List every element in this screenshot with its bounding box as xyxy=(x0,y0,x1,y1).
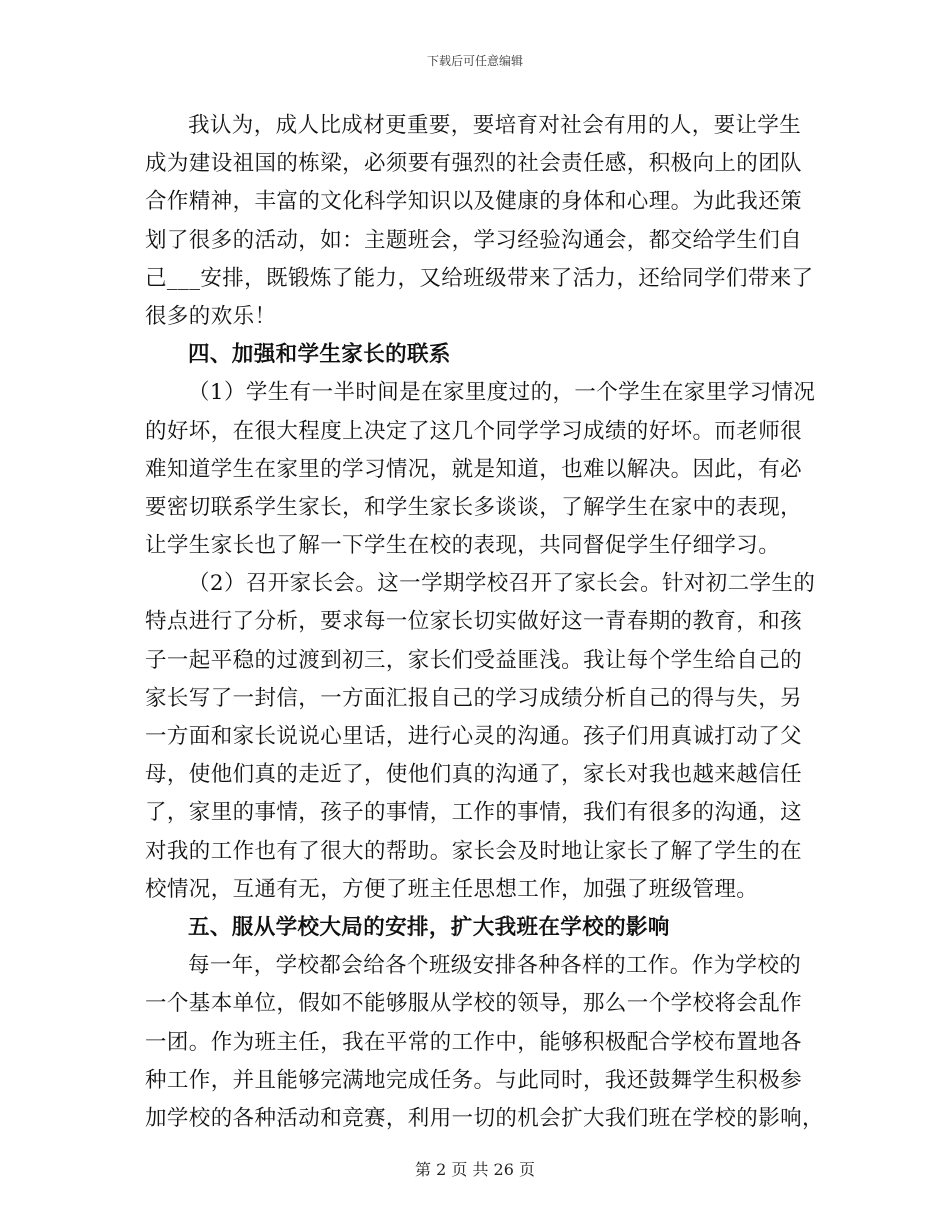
paragraph-line: 对我的工作也有了很大的帮助。家长会及时地让家长了解了学生的在 xyxy=(145,838,803,864)
paragraph-line: 一个基本单位，假如不能够服从学校的领导，那么一个学校将会乱作 xyxy=(145,991,803,1017)
paragraph-line: 己___安排，既锻炼了能力，又给班级带来了活力，还给同学们带来了 xyxy=(145,265,814,291)
document-body xyxy=(145,107,824,1138)
paragraph-line: 让学生家长也了解一下学生在校的表现，共同督促学生仔细学习。 xyxy=(145,533,781,559)
paragraph-line: 加学校的各种活动和竞赛，利用一切的机会扩大我们班在学校的影响， xyxy=(145,1105,824,1131)
paragraph-line: 校情况，互通有无，方便了班主任思想工作，加强了班级管理。 xyxy=(145,876,759,902)
paragraph-line: 的好坏，在很大程度上决定了这几个同学学习成绩的好坏。而老师很 xyxy=(145,418,803,444)
page-header: 下载后可任意编辑 xyxy=(426,54,523,68)
paragraph-line: 一团。作为班主任，我在平常的工作中，能够积极配合学校布置地各 xyxy=(145,1029,803,1055)
paragraph-line: 难知道学生在家里的学习情况，就是知道，也难以解决。因此，有必 xyxy=(145,456,803,482)
paragraph-line: 成为建设祖国的栋梁，必须要有强烈的社会责任感，积极向上的团队 xyxy=(145,151,803,177)
section-heading: 四、加强和学生家长的联系 xyxy=(188,342,451,368)
paragraph-line: 家长写了一封信，一方面汇报自己的学习成绩分析自己的得与失，另 xyxy=(145,685,803,711)
paragraph-line: 我认为，成人比成材更重要，要培育对社会有用的人，要让学生 xyxy=(188,113,802,138)
section-heading: 五、服从学校大局的安排，扩大我班在学校的影响 xyxy=(188,914,670,940)
paragraph-line: （1）学生有一半时间是在家里度过的，一个学生在家里学习情况 xyxy=(188,380,816,406)
paragraph-line: 要密切联系学生家长，和学生家长多谈谈，了解学生在家中的表现， xyxy=(145,494,803,520)
paragraph-line: 划了很多的活动，如：主题班会，学习经验沟通会，都交给学生们自 xyxy=(145,227,803,253)
paragraph-line: 合作精神，丰富的文化科学知识以及健康的身体和心理。为此我还策 xyxy=(145,189,803,215)
paragraph-line: 每一年，学校都会给各个班级安排各种各样的工作。作为学校的 xyxy=(188,953,802,979)
paragraph-line: 母，使他们真的走近了，使他们真的沟通了，家长对我也越来越信任 xyxy=(145,762,803,788)
paragraph-line: 种工作，并且能够完满地完成任务。与此同时，我还鼓舞学生积极参 xyxy=(145,1067,803,1093)
paragraph-line: （2）召开家长会。这一学期学校召开了家长会。针对初二学生的 xyxy=(188,571,816,597)
page-footer: 第 2 页 共 26 页 xyxy=(415,1160,535,1179)
paragraph-line: 特点进行了分析，要求每一位家长切实做好这一青春期的教育，和孩 xyxy=(145,609,803,635)
paragraph-line: 很多的欢乐！ xyxy=(145,303,277,329)
paragraph-line: 了，家里的事情，孩子的事情，工作的事情，我们有很多的沟通，这 xyxy=(145,800,803,826)
paragraph-line: 一方面和家长说说心里话，进行心灵的沟通。孩子们用真诚打动了父 xyxy=(145,724,803,749)
paragraph-line: 子一起平稳的过渡到初三，家长们受益匪浅。我让每个学生给自己的 xyxy=(145,647,803,673)
